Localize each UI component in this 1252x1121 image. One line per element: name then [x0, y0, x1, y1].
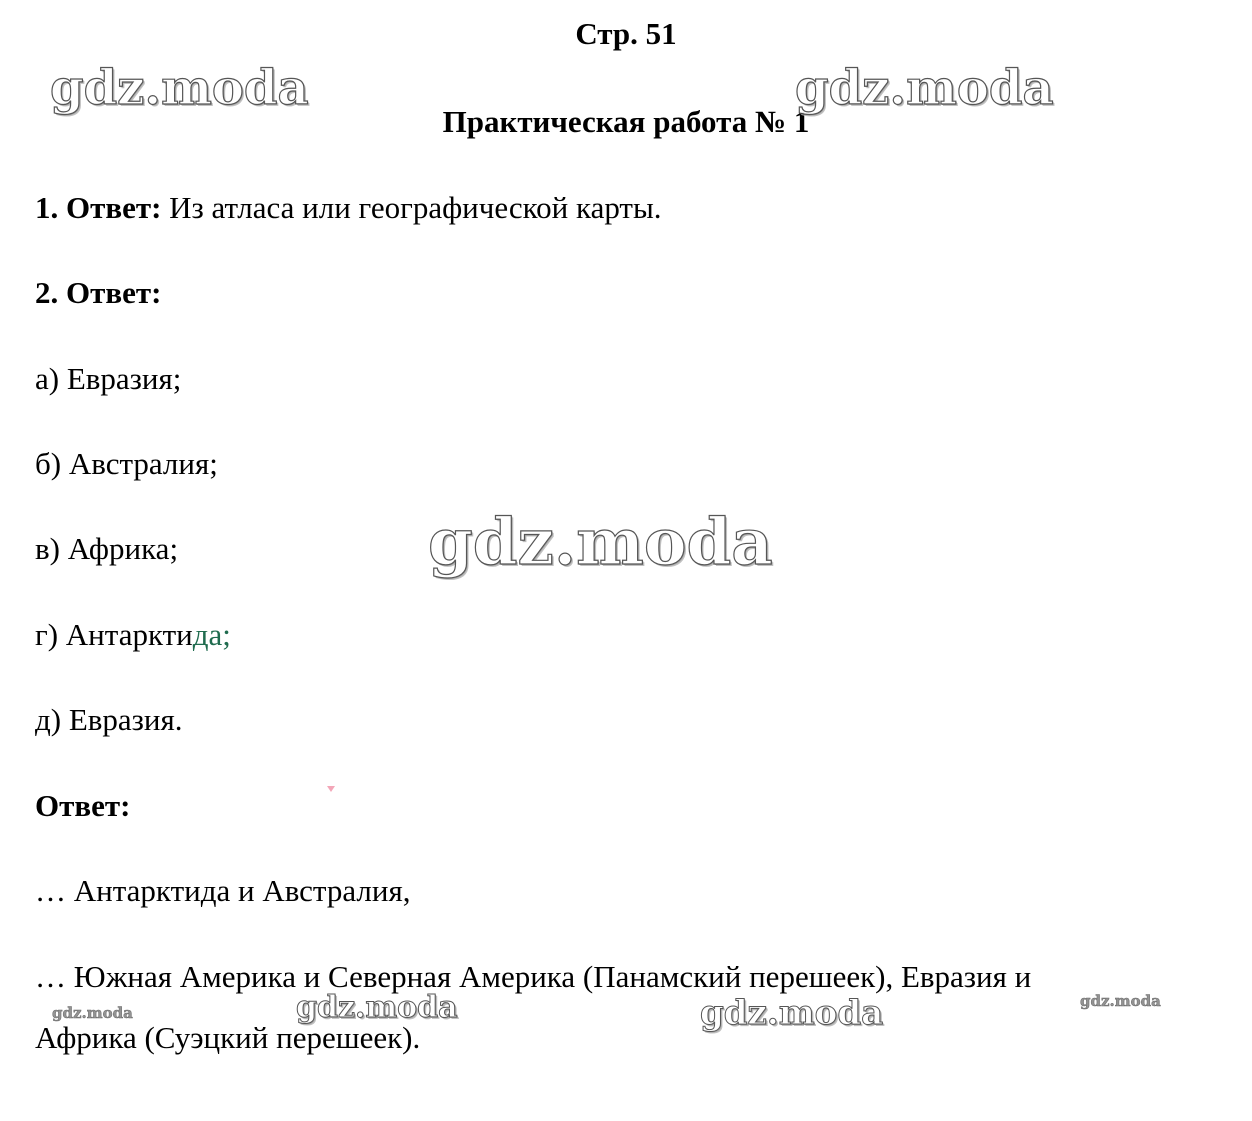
- answer-3-line: … Антарктида и Австралия,: [35, 873, 411, 908]
- watermark-logo: gdz.moda: [700, 993, 884, 1033]
- list-item: [35, 617, 231, 653]
- answer-2-label: 2. Ответ:: [35, 275, 162, 310]
- watermark-logo: gdz.moda: [50, 60, 309, 116]
- watermark-logo: gdz.moda: [428, 505, 773, 580]
- answer-1-text: Из атласа или географической карты.: [161, 190, 662, 225]
- page-title: Практическая работа № 1: [442, 104, 810, 139]
- pink-marker-icon: [327, 786, 335, 792]
- answer-3-line: … Южная Америка и Северная Америка (Панамский перешеек), Евразия и: [35, 959, 1032, 994]
- list-item-highlight: да;: [192, 617, 231, 652]
- list-item: а) Евразия;: [35, 361, 182, 396]
- watermark-logo: gdz.moda: [1080, 992, 1161, 1010]
- list-item: в) Африка;: [35, 531, 179, 566]
- list-item-main: г) Антаркти: [35, 617, 193, 652]
- page-number: Стр. 51: [575, 16, 677, 51]
- answer-3-line: Африка (Суэцкий перешеек).: [35, 1020, 421, 1055]
- watermark-logo: gdz.moda: [795, 60, 1054, 116]
- watermark-logo: gdz.moda: [52, 1004, 133, 1022]
- list-item: д) Евразия.: [35, 702, 183, 737]
- list-item: б) Австралия;: [35, 446, 218, 481]
- watermark-logo: gdz.moda: [296, 990, 458, 1025]
- answer-1: [35, 190, 662, 226]
- answer-3-label: Ответ:: [35, 788, 131, 823]
- answer-1-label: 1. Ответ:: [35, 190, 162, 225]
